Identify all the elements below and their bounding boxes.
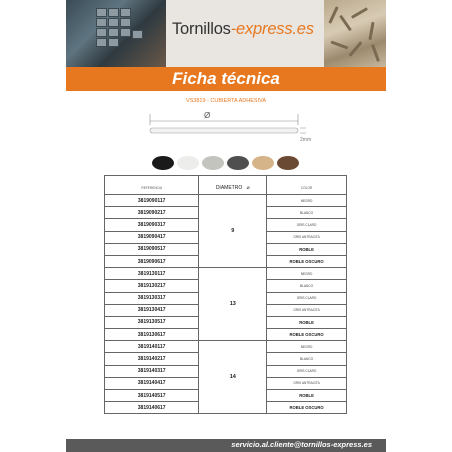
contact-email[interactable]: servicio.al.cliente@tornillos-express.es (231, 440, 372, 449)
table-row (105, 195, 347, 207)
reference-table (104, 175, 347, 414)
table-header-row (105, 176, 347, 195)
reference-cell: 3819140217 (105, 353, 199, 365)
reference-cell: 3819140517 (105, 390, 199, 402)
color-cell: GRIS CLARO (267, 365, 347, 377)
reference-cell: 3819140317 (105, 365, 199, 377)
table-row (105, 341, 347, 353)
brand-logo[interactable] (172, 20, 314, 39)
color-cell: ROBLE OSCURO (267, 402, 347, 414)
swatch-negro (152, 156, 174, 170)
diameter-symbol: Ø (204, 111, 211, 120)
diameter-cell: 14 (199, 341, 267, 414)
color-cell: BLANCO (267, 353, 347, 365)
color-cell: ROBLE (267, 243, 347, 255)
table-row (105, 268, 347, 280)
footer (66, 439, 386, 452)
reference-cell: 3819130317 (105, 292, 199, 304)
reference-cell: 3819140117 (105, 341, 199, 353)
dimension-drawing (140, 108, 310, 150)
reference-cell: 3819090317 (105, 219, 199, 231)
reference-cell: 3819140417 (105, 377, 199, 389)
header-diameter: DIAMETRO ⌀ (199, 176, 267, 195)
color-cell: NEGRO (267, 341, 347, 353)
table-body (105, 195, 347, 414)
swatch-roble-oscuro (277, 156, 299, 170)
reference-cell: 3819090517 (105, 243, 199, 255)
page-title: Ficha técnica (172, 69, 280, 88)
header-ref: REFERENCIA (105, 176, 199, 195)
reference-cell: 3819130117 (105, 268, 199, 280)
reference-cell: 3819090117 (105, 195, 199, 207)
swatch-roble (252, 156, 274, 170)
swatch-blanco (177, 156, 199, 170)
swatch-gris-claro (202, 156, 224, 170)
logo-main-text: Tornillos (172, 20, 231, 38)
product-subtitle: VS3819 - CUBIERTA ADHESIVA (185, 98, 267, 104)
reference-cell: 3819140617 (105, 402, 199, 414)
color-cell: BLANCO (267, 280, 347, 292)
color-cell: GRIS ANTRACITA (267, 231, 347, 243)
reference-cell: 3819130417 (105, 304, 199, 316)
reference-cell: 3819090617 (105, 255, 199, 267)
cap-dimension-diagram (140, 108, 310, 150)
logo-accent-text: -express.es (230, 20, 314, 38)
reference-cell: 3819130517 (105, 316, 199, 328)
color-cell: GRIS ANTRACITA (267, 377, 347, 389)
color-cell: ROBLE (267, 316, 347, 328)
color-cell: NEGRO (267, 195, 347, 207)
color-cell: GRIS CLARO (267, 219, 347, 231)
screws-photo (324, 0, 386, 67)
color-cell: ROBLE OSCURO (267, 329, 347, 341)
color-cell: GRIS ANTRACITA (267, 304, 347, 316)
reference-cell: 3819090417 (105, 231, 199, 243)
diameter-icon: ⌀ (246, 185, 250, 191)
title-banner (66, 67, 386, 91)
color-cell: ROBLE OSCURO (267, 255, 347, 267)
diameter-cell: 9 (199, 195, 267, 268)
color-cell: BLANCO (267, 207, 347, 219)
tools-photo (66, 0, 166, 67)
height-label: 2mm (300, 137, 312, 143)
header (66, 0, 386, 67)
reference-cell: 3819130217 (105, 280, 199, 292)
color-cell: ROBLE (267, 390, 347, 402)
color-cell: NEGRO (267, 268, 347, 280)
reference-cell: 3819130617 (105, 329, 199, 341)
diameter-cell: 13 (199, 268, 267, 341)
header-color: COLOR (267, 176, 347, 195)
swatch-gris-antracita (227, 156, 249, 170)
color-cell: GRIS CLARO (267, 292, 347, 304)
reference-cell: 3819090217 (105, 207, 199, 219)
